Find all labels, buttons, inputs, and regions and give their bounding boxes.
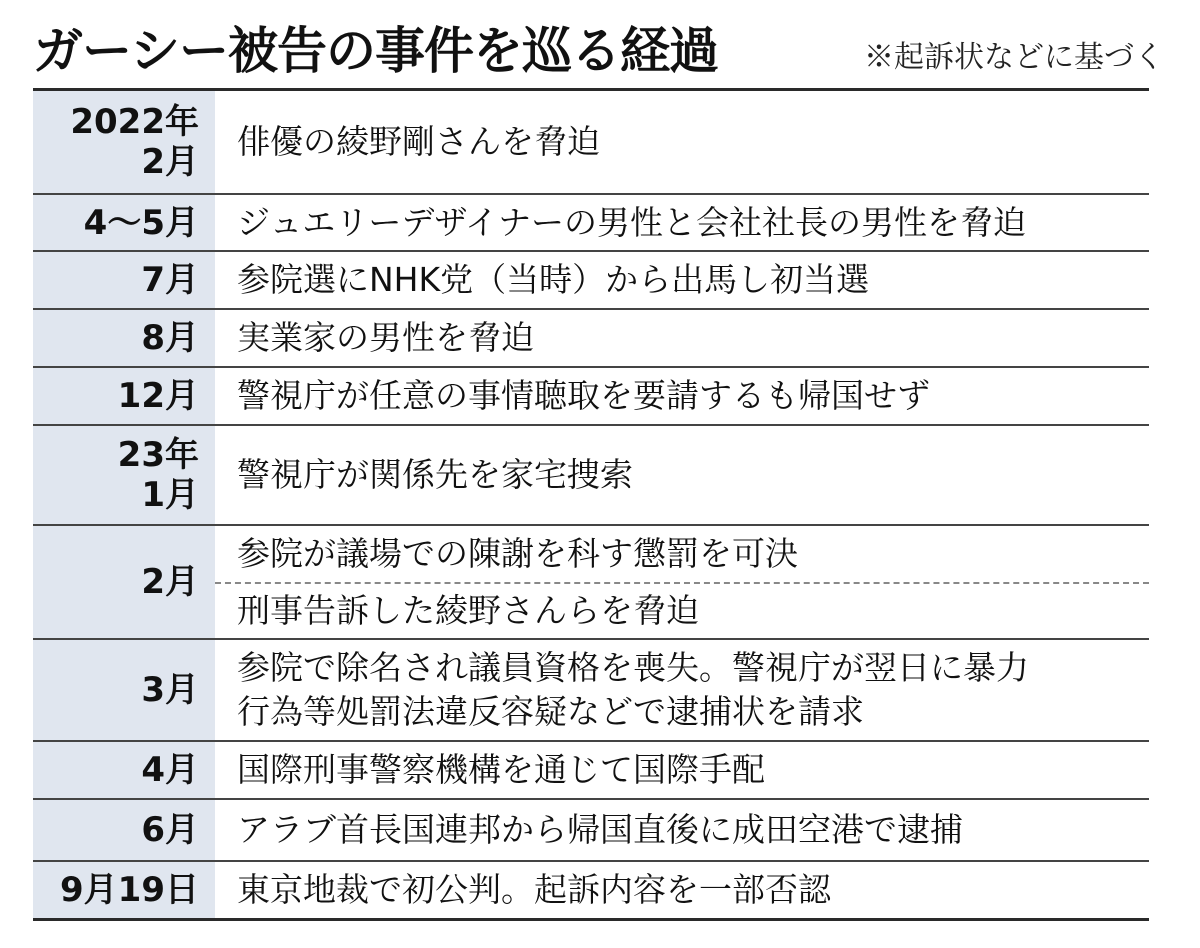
event-text: アラブ首長国連邦から帰国直後に成田空港で逮捕 xyxy=(237,810,963,849)
event-cell xyxy=(215,426,1149,524)
timeline-table xyxy=(33,88,1149,921)
page-title: ガーシー被告の事件を巡る経過 xyxy=(33,22,718,80)
event-cell xyxy=(215,91,1149,193)
event-text: 参院で除名され議員資格を喪失。警視庁が翌日に暴力 行為等処罰法違反容疑などで逮捕状を請求 xyxy=(237,648,1029,731)
timeline-row xyxy=(33,640,1149,742)
event-text: 東京地裁で初公判。起訴内容を一部否認 xyxy=(237,870,831,909)
event-text: 実業家の男性を脅迫 xyxy=(237,318,534,357)
date-month: 2月 xyxy=(141,562,199,602)
date-month: 12月 xyxy=(117,376,199,416)
date-month: 1月 xyxy=(141,475,199,515)
timeline-row xyxy=(33,800,1149,862)
date-year: 2022年 xyxy=(70,102,199,142)
event-cell xyxy=(215,310,1149,366)
timeline-row xyxy=(33,742,1149,800)
event-text: 国際刑事警察機構を通じて国際手配 xyxy=(237,750,765,789)
date-month: 2月 xyxy=(141,142,199,182)
date-month: 3月 xyxy=(141,670,199,710)
date-year: 23年 xyxy=(117,435,199,475)
date-month: 6月 xyxy=(141,810,199,850)
event-cell xyxy=(215,195,1149,250)
timeline-row xyxy=(33,195,1149,252)
event-cell xyxy=(215,252,1149,308)
event-cell xyxy=(215,742,1149,798)
date-cell xyxy=(33,800,215,860)
event-text: 警視庁が任意の事情聴取を要請するも帰国せず xyxy=(237,376,930,415)
event-text: ジュエリーデザイナーの男性と会社社長の男性を脅迫 xyxy=(237,202,1027,242)
date-month: 4月 xyxy=(141,750,199,790)
date-month: 4～5月 xyxy=(83,202,199,243)
date-month: 8月 xyxy=(141,318,199,358)
event-cell xyxy=(215,526,1149,638)
date-cell xyxy=(33,640,215,740)
event-cell xyxy=(215,640,1149,740)
timeline-row xyxy=(33,252,1149,310)
event-cell xyxy=(215,368,1149,424)
event-cell xyxy=(215,800,1149,860)
date-month: 7月 xyxy=(141,260,199,300)
timeline-row xyxy=(33,368,1149,426)
timeline-row xyxy=(33,91,1149,195)
timeline-row xyxy=(33,310,1149,368)
event-text: 刑事告訴した綾野さんらを脅迫 xyxy=(215,582,1149,638)
date-cell xyxy=(33,310,215,366)
date-cell xyxy=(33,252,215,308)
event-cell xyxy=(215,862,1149,918)
date-cell xyxy=(33,195,215,250)
date-cell xyxy=(33,91,215,193)
date-cell xyxy=(33,862,215,918)
date-month: 9月19日 xyxy=(60,870,199,910)
date-cell xyxy=(33,426,215,524)
timeline-row xyxy=(33,426,1149,526)
date-cell xyxy=(33,742,215,798)
event-text: 警視庁が関係先を家宅捜索 xyxy=(237,455,633,494)
source-note: ※起訴状などに基づく xyxy=(864,40,1164,75)
header xyxy=(0,0,1200,90)
timeline-row xyxy=(33,526,1149,640)
event-text: 参院が議場での陳謝を科す懲罰を可決 xyxy=(237,534,798,573)
date-cell xyxy=(33,368,215,424)
event-text: 俳優の綾野剛さんを脅迫 xyxy=(237,122,600,161)
event-text: 参院選にNHK党（当時）から出馬し初当選 xyxy=(237,260,870,299)
timeline-row xyxy=(33,862,1149,918)
date-cell xyxy=(33,526,215,638)
